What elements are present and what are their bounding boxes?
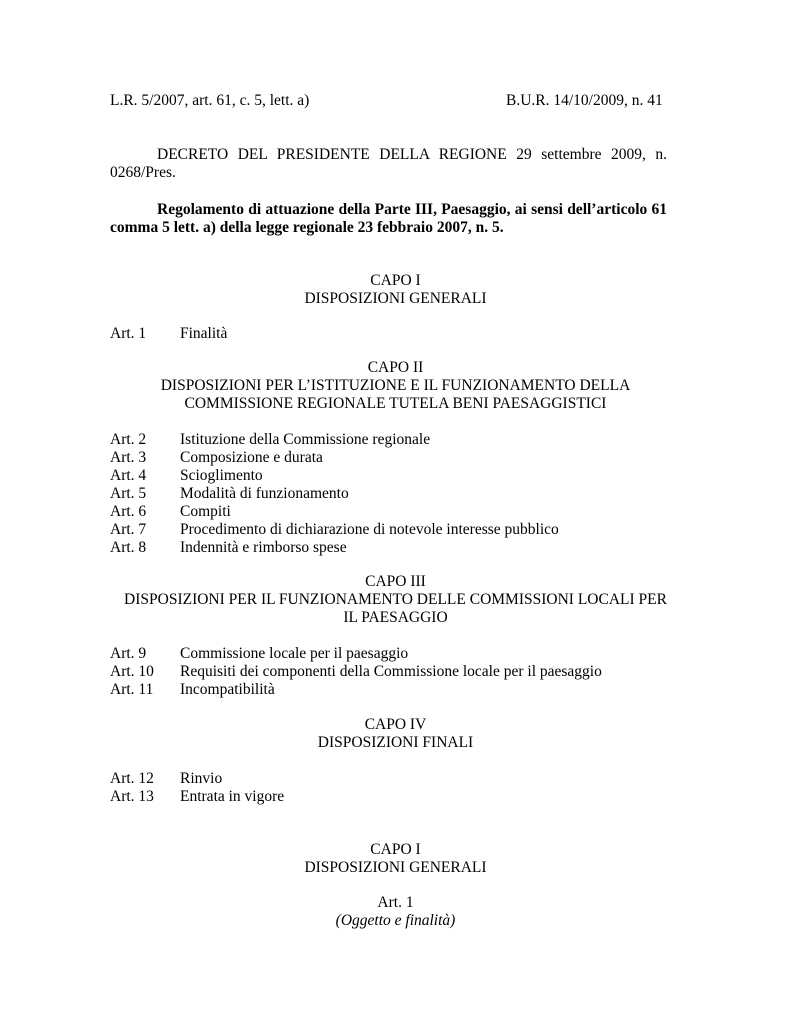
bulletin-reference: B.U.R. 14/10/2009, n. 41	[506, 92, 663, 109]
toc-article-number: Art. 3	[110, 449, 147, 466]
toc-capo-2-articles	[110, 431, 559, 557]
toc-article-number: Art. 4	[110, 467, 147, 484]
toc-capo-1-articles	[110, 325, 227, 343]
capo-subtitle-line-2: COMMISSIONE REGIONALE TUTELA BENI PAESAGGISTICI	[184, 395, 607, 412]
regulation-title-line-1: Regolamento di attuazione della Parte III, Paesaggio, ai sensi dell’articolo 61	[157, 201, 667, 218]
article-title: (Oggetto e finalità)	[335, 912, 456, 929]
toc-capo-3-heading	[0, 573, 791, 627]
toc-entry	[110, 521, 559, 539]
toc-entry	[110, 539, 559, 557]
toc-article-title: Istituzione della Commissione regionale	[180, 431, 431, 448]
toc-article-number: Art. 10	[110, 663, 154, 680]
toc-article-number: Art. 5	[110, 485, 147, 502]
body-article-1-heading	[0, 894, 791, 930]
toc-article-title: Modalità di funzionamento	[180, 485, 349, 502]
capo-label: CAPO IV	[364, 716, 427, 733]
toc-article-title: Scioglimento	[180, 467, 263, 484]
toc-entry	[110, 431, 559, 449]
capo-subtitle: DISPOSIZIONI GENERALI	[304, 290, 487, 307]
toc-article-title: Commissione locale per il paesaggio	[180, 645, 409, 662]
toc-entry	[110, 449, 559, 467]
toc-entry	[110, 770, 284, 788]
law-reference: L.R. 5/2007, art. 61, c. 5, lett. a)	[110, 92, 310, 109]
article-heading: Art. 1	[377, 894, 414, 911]
toc-article-title: Finalità	[180, 325, 228, 342]
toc-article-title: Indennità e rimborso spese	[180, 539, 347, 556]
toc-article-title: Composizione e durata	[180, 449, 323, 466]
toc-article-number: Art. 2	[110, 431, 147, 448]
capo-label: CAPO I	[370, 272, 421, 289]
toc-entry	[110, 788, 284, 806]
capo-subtitle: DISPOSIZIONI GENERALI	[304, 859, 487, 876]
capo-subtitle: DISPOSIZIONI FINALI	[317, 734, 474, 751]
toc-entry	[110, 663, 602, 681]
toc-entry	[110, 467, 559, 485]
toc-article-title: Rinvio	[180, 770, 223, 787]
regulation-title-line-2: comma 5 lett. a) della legge regionale 23 febbraio 2007, n. 5.	[110, 219, 504, 236]
toc-entry	[110, 325, 227, 343]
toc-entry	[110, 681, 602, 699]
capo-subtitle-line-2: IL PAESAGGIO	[343, 609, 448, 626]
toc-article-title: Compiti	[180, 503, 231, 520]
decree-heading	[110, 146, 667, 182]
toc-article-number: Art. 9	[110, 645, 147, 662]
body-capo-1-heading	[0, 841, 791, 877]
toc-article-number: Art. 8	[110, 539, 147, 556]
toc-article-number: Art. 12	[110, 770, 154, 787]
toc-article-title: Incompatibilità	[180, 681, 275, 698]
capo-label: CAPO II	[367, 359, 424, 376]
toc-capo-2-heading	[0, 359, 791, 413]
toc-article-title: Requisiti dei componenti della Commissione locale per il paesaggio	[180, 663, 602, 680]
capo-subtitle-line-1: DISPOSIZIONI PER IL FUNZIONAMENTO DELLE COMMISSIONI LOCALI PER	[124, 591, 667, 608]
regulation-title	[110, 201, 667, 237]
toc-entry	[110, 485, 559, 503]
toc-capo-4-heading	[0, 716, 791, 752]
toc-article-number: Art. 11	[110, 681, 154, 698]
capo-label: CAPO I	[370, 841, 421, 858]
capo-subtitle-line-1: DISPOSIZIONI PER L’ISTITUZIONE E IL FUNZIONAMENTO DELLA	[160, 377, 631, 394]
toc-capo-4-articles	[110, 770, 284, 806]
decree-line-2: 0268/Pres.	[110, 164, 176, 181]
toc-article-number: Art. 1	[110, 325, 147, 342]
toc-capo-3-articles	[110, 645, 602, 699]
toc-entry	[110, 645, 602, 663]
toc-capo-1-heading	[0, 272, 791, 308]
toc-article-number: Art. 13	[110, 788, 154, 805]
toc-article-title: Entrata in vigore	[180, 788, 285, 805]
capo-label: CAPO III	[365, 573, 426, 590]
toc-entry	[110, 503, 559, 521]
toc-article-number: Art. 7	[110, 521, 147, 538]
toc-article-number: Art. 6	[110, 503, 147, 520]
decree-line-1: DECRETO DEL PRESIDENTE DELLA REGIONE 29 settembre 2009, n.	[157, 146, 667, 163]
toc-article-title: Procedimento di dichiarazione di notevole interesse pubblico	[180, 521, 559, 538]
